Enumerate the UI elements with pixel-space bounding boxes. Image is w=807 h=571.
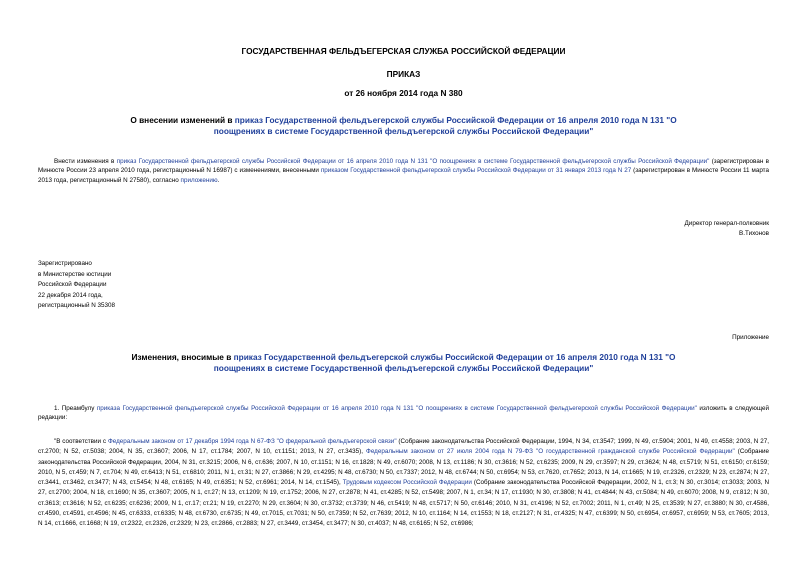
registration-line: 22 декабря 2014 года, — [38, 291, 103, 299]
registration-line: регистрационный N 35308 — [38, 302, 116, 309]
quote-text-2: (Собрание законодательства Российской Федерации, 1994, N 34, ст.3547; 1999, N 49, ст.5904; 2001, N 49, ст.4558; 2003, N 27, ст.2700; N 52, ст.5038; 2004, N 35, ст.3607; 2006, N 17, ст.1784; 2007, N 10, ст.1151; 2013, N 27, ст.3435), — [38, 438, 769, 456]
quote-text-1: "В соответствии с — [54, 438, 108, 445]
intro-text-4: . — [217, 176, 220, 184]
item-1-text-2: изложить в следующей редакции: — [38, 405, 769, 422]
appendix-label: Приложение — [732, 334, 769, 341]
quote-text-4: (Собрание законодательства Российской Федерации, 2002, N 1, ст.3; N 30, ст.3014; ст.3033; 2003, N 27, ст.2700; 2004, N 18, ст.1690; N 35, ст.3607; 2005, N 1, ст.27; N 13, ст.1209; N 19, ст.1752; 2006, N 27, ст.2878; N 41, ст.4285; N 52, ст.5498; 2007, N 1, ст.34; N 17, ст.1930; N 30, ст.3808; N 41, ст.4844; N 43, ст.5084; N 49, ст.6070; 2008, N 9, ст.812; N 30, ст.3613; ст.3616; N 52, ст.6235; ст.6236; 2009, N 1, ст.17; ст.21; N 19, ст.2270; N 29, ст.3604; N 30, ст.3732; ст.3739; N 46, ст.5419; N 48, ст.5717; N 50, ст.6146; 2010, N 31, ст.4196; N 52, ст.7002; 2011, N 1, ст.49; N 25, ст.3539; N 27, ст.3880; N 30, ст.4586, ст.4590, ст.4591, ст.4596; N 45, ст.6333, ст.6335; N 48, ст.6730, ст.6735; N 49, ст.7015, ст.7031; N 50, ст.7359; N 52, ст.7639; 2012, N 10, ст.1164; N 14, ст.1553; N 18, ст.2127; N 31, ст.4325; N 47, ст.6399; N 50, ст.6954, ст.6957, ст.6959; N 53, ст.7605; 2013, N 14, ст.1666, ст.1668; N 19, ст.2322, ст.2326, ст.2329; N 23, ст.2866, ст.2883; N 27, ст.3449, ст.3454, ст.3477; N 30, ст.4037; N 48, ст.6165; N 52, ст.6986; — [38, 479, 769, 528]
appendix-title-link[interactable]: приказ Государственной фельдъегерской службы Российской Федерации от 16 апреля 2010 года N 131 "О поощрениях в системе Государственной фельдъегерской службы Российской Федерации" — [213, 352, 676, 373]
quote-text-3: (Собрание законодательства Российской Федерации, 2004, N 31, ст.3215; 2006, N 6, ст.636; 2007, N 10, ст.1151; N 16, ст.1828; N 49, ст.6070; 2008, N 13, ст.1186; N 30, ст.3616; N 52, ст.6235; 2009, N 29, ст.3597; N 29, ст.3624; N 48, ст.5719; N 51, ст.6150; ст.6159; 2010, N 5, ст.459; N 7, ст.704; N 49, ст.6413; N 51, ст.6810; 2011, N 1, ст.31; N 27, ст.3866; N 29, ст.4295; N 48, ст.6730; N 50, ст.7337; 2012, N 48, ст.6744; N 50, ст.6954; N 53, ст.7620, ст.7652; 2013, N 14, ст.1665; N 19, ст.2326, ст.2329; N 23, ст.2874; N 27, ст.3441, ст.3462, ст.3477; N 43, ст.5454; N 48, ст.6165; N 49, ст.6351; N 52, ст.6961; 2014, N 14, ст.1545), — [38, 448, 769, 487]
order-title — [120, 115, 687, 137]
order-title-link[interactable]: приказ Государственной фельдъегерской службы Российской Федерации от 16 апреля 2010 года N 131 "О поощрениях в системе Государственной фельдъегерской службы Российской Федерации" — [213, 115, 677, 136]
registration-line: в Министерстве юстиции — [38, 270, 112, 278]
quote-link-law-79fz[interactable]: Федеральным законом от 27 июля 2004 года N 79-ФЗ "О государственной гражданской службе Российской Федерации" — [366, 448, 735, 456]
agency-heading: ГОСУДАРСТВЕННАЯ ФЕЛЬДЪЕГЕРСКАЯ СЛУЖБА РОССИЙСКОЙ ФЕДЕРАЦИИ — [241, 46, 566, 56]
signature-block — [685, 219, 769, 239]
intro-link-appendix[interactable]: приложению — [180, 176, 218, 184]
item-1-text-1: 1. Преамбулу — [54, 405, 97, 412]
signature-name: В.Тихонов — [739, 230, 769, 237]
appendix-title — [120, 352, 687, 374]
preamble-quote-paragraph — [38, 437, 769, 530]
intro-link-order-27[interactable]: приказом Государственной фельдъегерской службы Российской Федерации от 31 января 2013 года N 27 — [320, 167, 632, 175]
registration-block — [38, 259, 115, 312]
doc-date-number: от 26 ноября 2014 года N 380 — [344, 88, 463, 98]
intro-link-order-131[interactable]: приказ Государственной фельдъегерской службы Российской Федерации от 16 апреля 2010 года N 131 "О поощрениях в системе Государственной фельдъегерской службы Российской Федерации" — [116, 158, 710, 165]
item-1-paragraph — [38, 404, 769, 423]
appendix-title-prefix: Изменения, вносимые в — [131, 352, 234, 362]
registration-line: Зарегистрировано — [38, 260, 92, 267]
intro-text-3: (зарегистрирован в Минюсте России 11 марта 2013 года, регистрационный N 27580), согласно — [38, 167, 769, 184]
quote-link-law-67fz[interactable]: Федеральным законом от 17 декабря 1994 года N 67-ФЗ "О федеральной фельдъегерской связи" — [107, 438, 397, 445]
signature-position: Директор генерал-полковник — [684, 220, 769, 227]
intro-text-2: (зарегистрирован в Минюсте России 23 апреля 2010 года, регистрационный N 16987) с изменениями, внесенными — [38, 158, 769, 175]
order-title-prefix: О внесении изменений в — [130, 115, 235, 125]
doc-type-heading: ПРИКАЗ — [386, 69, 421, 79]
intro-text-1: Внести изменения в — [54, 158, 117, 165]
item-1-link-order-131[interactable]: приказа Государственной фельдъегерской службы Российской Федерации от 16 апреля 2010 года N 131 "О поощрениях в системе Государственной фельдъегерской службы Российской Федерации" — [96, 405, 697, 412]
quote-link-labor-code[interactable]: Трудовым кодексом Российской Федерации — [342, 479, 472, 487]
registration-line: Российской Федерации — [38, 281, 107, 288]
intro-paragraph — [38, 157, 769, 185]
